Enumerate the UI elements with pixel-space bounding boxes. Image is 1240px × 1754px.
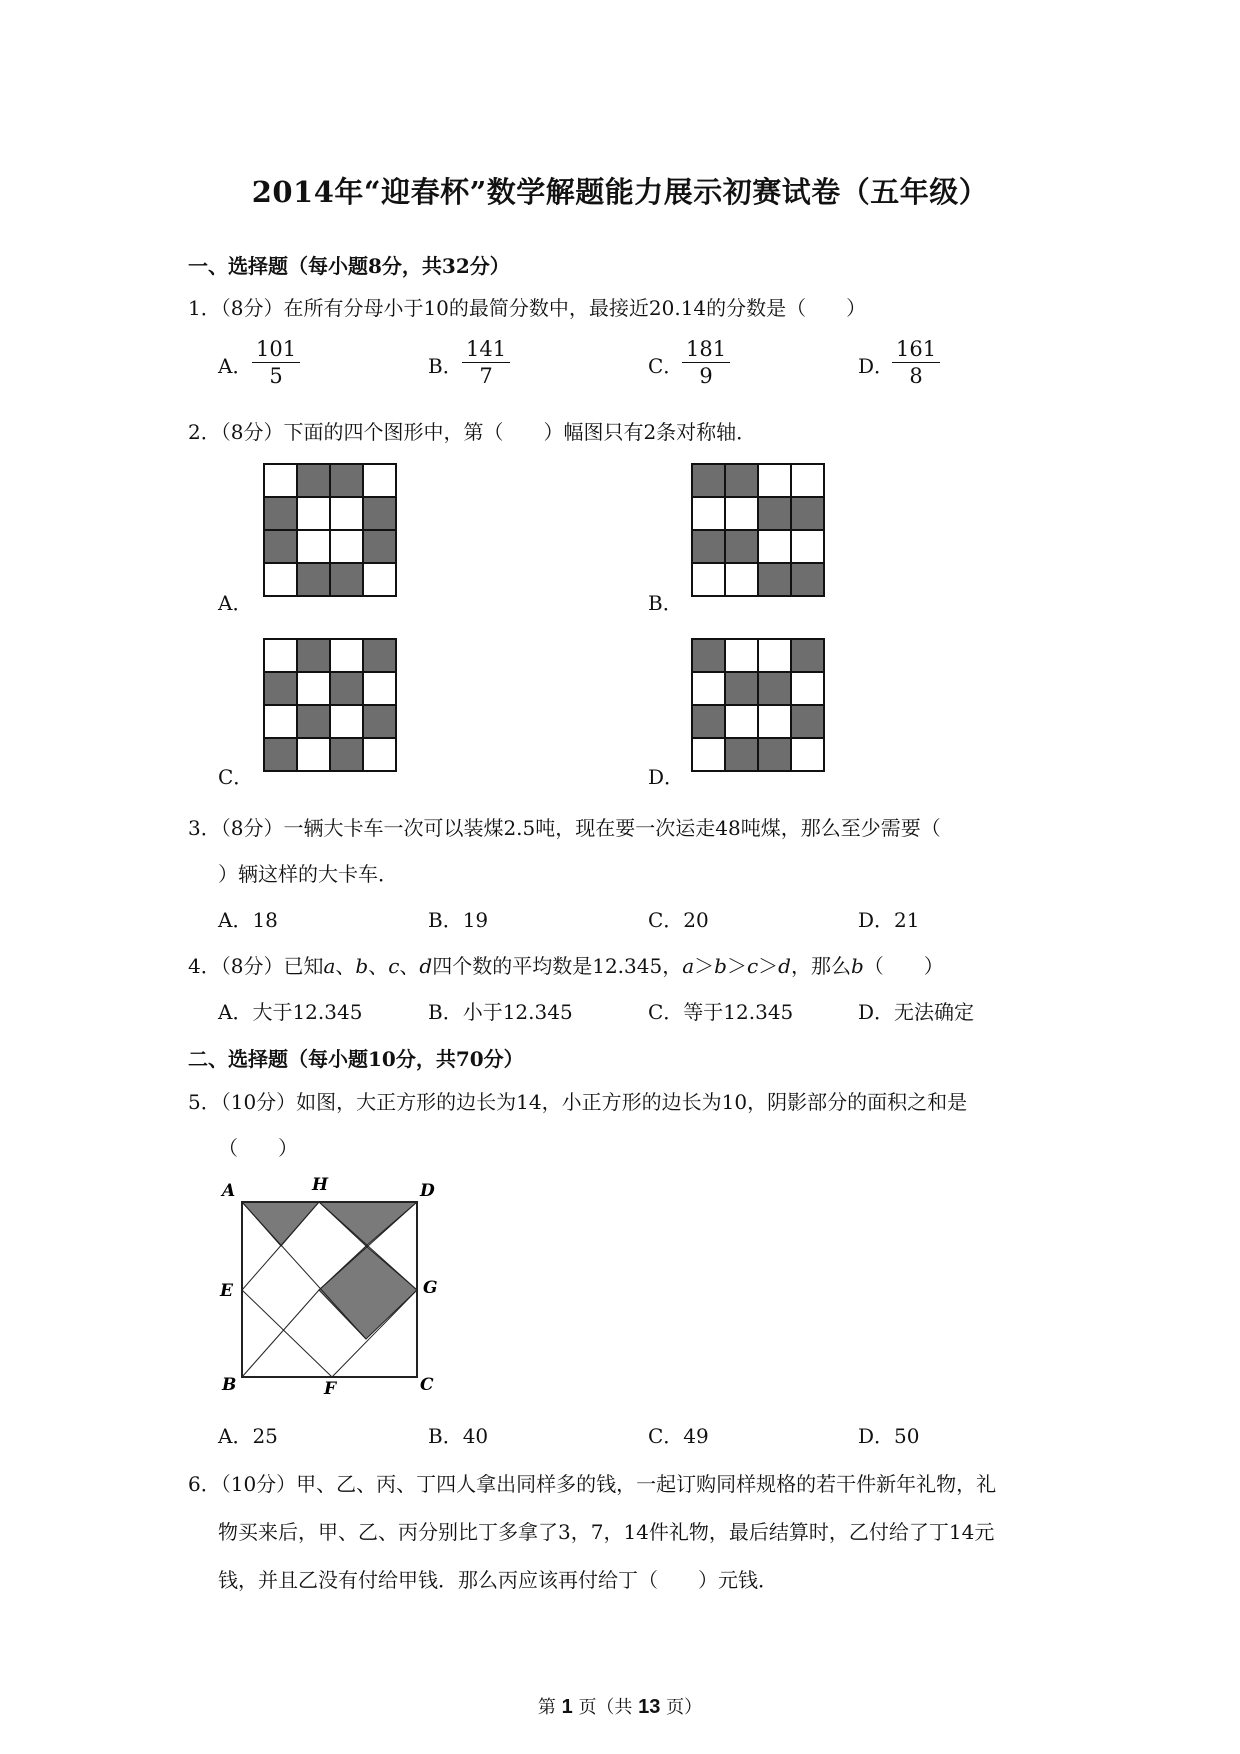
- grid-cell-white: [758, 530, 791, 563]
- footer-suffix: 页）: [666, 1697, 703, 1718]
- q2-option-c-label: C．: [218, 765, 254, 789]
- q2-option-d-label: D．: [648, 765, 685, 789]
- var-b: b: [850, 954, 864, 978]
- fraction-denominator: 5: [269, 364, 283, 388]
- var-b: b: [355, 954, 369, 978]
- grid-cell-shaded: [692, 464, 725, 497]
- var-b: b: [714, 954, 727, 978]
- q2-option-b-label: B．: [648, 591, 683, 615]
- grid-cell-white: [725, 563, 758, 596]
- point-label-e: E: [220, 1281, 233, 1301]
- grid-cell-white: [758, 464, 791, 497]
- grid-cell-white: [363, 672, 396, 705]
- grid-cell-shaded: [330, 464, 363, 497]
- grid-cell-white: [264, 563, 297, 596]
- fraction-numerator: 161: [892, 336, 940, 363]
- q4-separator: 、: [368, 954, 389, 978]
- grid-cell-white: [758, 705, 791, 738]
- q4-option-d: D．无法确定: [858, 1000, 975, 1024]
- q1-option-c-fraction: [682, 336, 730, 389]
- grid-cell-shaded: [297, 563, 330, 596]
- grid-cell-white: [363, 464, 396, 497]
- grid-cell-shaded: [297, 705, 330, 738]
- grid-cell-shaded: [264, 497, 297, 530]
- fraction-numerator: 141: [462, 336, 510, 363]
- shaded-triangle-right: [319, 1202, 417, 1246]
- fraction-denominator: 9: [699, 364, 713, 388]
- q1-option-b-label: B．: [428, 354, 463, 378]
- grid-cell-shaded: [725, 464, 758, 497]
- page-footer: [0, 1693, 1240, 1719]
- answer-blank: （ ）: [863, 954, 944, 978]
- q5-option-c: C．49: [648, 1424, 709, 1448]
- grid-cell-white: [725, 639, 758, 672]
- grid-cell-white: [725, 497, 758, 530]
- point-label-f: F: [324, 1379, 337, 1398]
- q4-option-c: C．等于12.345: [648, 1000, 794, 1024]
- point-label-a: A: [222, 1181, 236, 1201]
- q2-grid-d: [686, 633, 830, 777]
- point-label-b: B: [222, 1375, 237, 1395]
- grid-cell-shaded: [264, 672, 297, 705]
- grid-cell-white: [791, 738, 824, 771]
- grid-cell-shaded: [758, 563, 791, 596]
- grid-cell-shaded: [363, 639, 396, 672]
- grid-cell-shaded: [692, 705, 725, 738]
- q2-grid-b: [686, 458, 830, 602]
- q4-middle-text: 四个数的平均数是12.345，: [432, 954, 683, 978]
- total-pages: 13: [638, 1696, 661, 1718]
- grid-cell-shaded: [330, 563, 363, 596]
- var-d: d: [778, 954, 791, 978]
- q3-option-c: C．20: [648, 908, 709, 932]
- shaded-square: [319, 1246, 417, 1339]
- point-label-g: G: [423, 1278, 438, 1298]
- grid-cell-white: [692, 672, 725, 705]
- question-6-text-line-2: 物买来后，甲、乙、丙分别比丁多拿了3，7，14件礼物，最后结算时，乙付给了丁14元: [218, 1520, 995, 1544]
- grid-cell-shaded: [758, 497, 791, 530]
- var-d: d: [419, 954, 433, 978]
- grid-cell-white: [330, 639, 363, 672]
- q4-tail-text: ，那么: [790, 954, 851, 978]
- question-6-text-line-1: 6．（10分）甲、乙、丙、丁四人拿出同样多的钱，一起订购同样规格的若干件新年礼物，礼: [188, 1472, 997, 1496]
- fraction-numerator: 181: [682, 336, 730, 363]
- fraction-numerator: 101: [252, 336, 300, 363]
- grid-cell-white: [297, 738, 330, 771]
- q1-option-a-fraction: [252, 336, 300, 389]
- point-label-c: C: [420, 1375, 434, 1395]
- inner-line: [242, 1290, 319, 1377]
- grid-cell-white: [330, 530, 363, 563]
- grid-cell-shaded: [791, 563, 824, 596]
- section-heading-2: 二、选择题（每小题10分，共70分）: [188, 1047, 524, 1071]
- q2-grid-c: [258, 633, 402, 777]
- grid-cell-white: [297, 672, 330, 705]
- var-c: c: [388, 954, 400, 978]
- var-a: a: [323, 954, 336, 978]
- q2-grid-a: [258, 458, 402, 602]
- grid-cell-white: [264, 639, 297, 672]
- grid-cell-shaded: [692, 530, 725, 563]
- grid-cell-white: [264, 464, 297, 497]
- grid-cell-shaded: [363, 530, 396, 563]
- grid-cell-white: [758, 639, 791, 672]
- question-4-text: [188, 950, 944, 979]
- grid-cell-white: [297, 497, 330, 530]
- grid-cell-white: [330, 497, 363, 530]
- greater-than-sign: ＞: [758, 954, 779, 978]
- grid-cell-shaded: [758, 672, 791, 705]
- question-3-text-line-1: 3．（8分）一辆大卡车一次可以装煤2.5吨，现在要一次运走48吨煤，那么至少需要（: [188, 816, 941, 840]
- fraction-denominator: 8: [909, 364, 923, 388]
- current-page-number: 1: [561, 1696, 573, 1718]
- grid-cell-white: [692, 563, 725, 596]
- grid-cell-shaded: [297, 639, 330, 672]
- point-label-h: H: [312, 1176, 329, 1195]
- grid-cell-white: [330, 705, 363, 738]
- grid-cell-white: [363, 563, 396, 596]
- grid-cell-white: [791, 464, 824, 497]
- grid-cell-shaded: [264, 530, 297, 563]
- grid-cell-shaded: [330, 738, 363, 771]
- grid-cell-white: [264, 705, 297, 738]
- q3-option-b: B．19: [428, 908, 489, 932]
- q2-option-a-label: A．: [218, 591, 253, 615]
- q5-option-a: A．25: [218, 1424, 278, 1448]
- grid-cell-white: [725, 705, 758, 738]
- grid-cell-shaded: [791, 497, 824, 530]
- grid-cell-shaded: [297, 464, 330, 497]
- section-heading-1: 一、选择题（每小题8分，共32分）: [188, 254, 510, 278]
- q4-separator: 、: [399, 954, 420, 978]
- q1-option-d-label: D．: [858, 354, 895, 378]
- grid-cell-shaded: [330, 672, 363, 705]
- greater-than-sign: ＞: [694, 954, 715, 978]
- question-5-text-line-1: 5．（10分）如图，大正方形的边长为14，小正方形的边长为10，阴影部分的面积之和是: [188, 1090, 968, 1114]
- grid-cell-shaded: [264, 738, 297, 771]
- grid-cell-shaded: [725, 530, 758, 563]
- var-a: a: [682, 954, 695, 978]
- grid-cell-shaded: [363, 497, 396, 530]
- grid-cell-shaded: [363, 705, 396, 738]
- grid-cell-shaded: [791, 639, 824, 672]
- q1-option-c-label: C．: [648, 354, 684, 378]
- q3-option-d: D．21: [858, 908, 920, 932]
- q4-prefix: 4．（8分）已知: [188, 954, 324, 978]
- grid-cell-white: [297, 530, 330, 563]
- q1-option-a-label: A．: [218, 354, 253, 378]
- q4-option-b: B．小于12.345: [428, 1000, 573, 1024]
- grid-cell-shaded: [725, 738, 758, 771]
- q5-square-diagram: [216, 1176, 446, 1398]
- q4-option-a: A．大于12.345: [218, 1000, 363, 1024]
- q5-option-d: D．50: [858, 1424, 920, 1448]
- q3-option-a: A．18: [218, 908, 278, 932]
- q1-option-b-fraction: [462, 336, 510, 389]
- footer-middle: 页（共: [578, 1697, 633, 1718]
- grid-cell-shaded: [692, 639, 725, 672]
- question-2-text: 2．（8分）下面的四个图形中，第（ ）幅图只有2条对称轴．: [188, 420, 757, 444]
- question-3-text-line-2: ）辆这样的大卡车．: [218, 862, 398, 886]
- q5-option-b: B．40: [428, 1424, 489, 1448]
- grid-cell-white: [791, 672, 824, 705]
- grid-cell-white: [363, 738, 396, 771]
- page-title: 2014年“迎春杯”数学解题能力展示初赛试卷（五年级）: [251, 175, 989, 209]
- inner-square-edge: [242, 1290, 332, 1377]
- q4-separator: 、: [335, 954, 356, 978]
- grid-cell-white: [692, 738, 725, 771]
- grid-cell-white: [791, 530, 824, 563]
- q1-option-d-fraction: [892, 336, 940, 389]
- point-label-d: D: [420, 1181, 435, 1201]
- grid-cell-shaded: [725, 672, 758, 705]
- var-c: c: [746, 954, 759, 978]
- grid-cell-shaded: [758, 738, 791, 771]
- question-6-text-line-3: 钱，并且乙没有付给甲钱．那么丙应该再付给丁（ ）元钱．: [218, 1568, 778, 1592]
- footer-prefix: 第: [537, 1697, 556, 1718]
- shaded-triangle-left: [242, 1202, 319, 1246]
- grid-cell-shaded: [791, 705, 824, 738]
- question-5-text-line-2: （ ）: [218, 1136, 298, 1160]
- question-1-text: 1．（8分）在所有分母小于10的最简分数中，最接近20.14的分数是（ ）: [188, 296, 867, 320]
- fraction-denominator: 7: [479, 364, 493, 388]
- greater-than-sign: ＞: [726, 954, 747, 978]
- grid-cell-white: [692, 497, 725, 530]
